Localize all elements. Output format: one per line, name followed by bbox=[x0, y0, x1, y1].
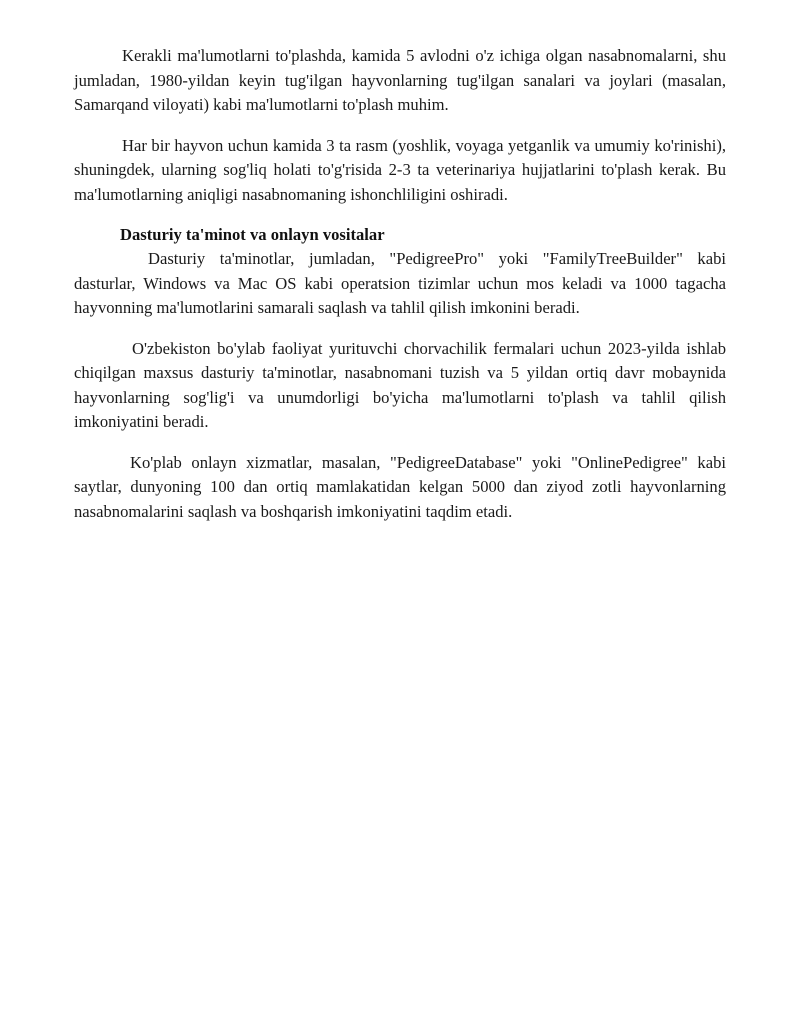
paragraph-online-services: Ko'plab onlayn xizmatlar, masalan, "PedigreeDatabase" yoki "OnlinePedigree" kabi saytlar, dunyoning 100 dan ortiq mamlakatidan kelgan 5000 dan ziyod zotli hayvonlarning nasabnomalarini saqlash va boshqarish imkoniyatini taqdim etadi. bbox=[74, 452, 726, 521]
section-heading-software: Dasturiy ta'minot va onlayn vositalar bbox=[120, 225, 385, 244]
paragraph-data-collection: Kerakli ma'lumotlarni to'plashda, kamida 5 avlodni o'z ichiga olgan nasabnomalarni, shu jumladan, 1980-yildan keyin tug'ilgan hayvonlarning tug'ilgan sanalari va joylari (masalan, Samarqand viloyati) kabi ma'lumotlarni to'plash muhim. bbox=[74, 46, 726, 114]
paragraph-uzbekistan-software: O'zbekiston bo'ylab faoliyat yurituvchi chorvachilik fermalari uchun 2023-yilda ishlab chiqilgan maxsus dasturiy ta'minotlar, nasabnomani tuzish va 5 yildan ortiq davr mobaynida hayvonlarning sog'lig'i va unumdorligi bo'yicha ma'lumotlarni to'plash va tahlil qilish imkoniyatini beradi. bbox=[74, 338, 726, 431]
paragraph-software-programs: Dasturiy ta'minotlar, jumladan, "PedigreePro" yoki "FamilyTreeBuilder" kabi dasturlar, Windows va Mac OS kabi operatsion tizimlar uchun mos keladi va 1000 tagacha hayvonning ma'lumotlarini samarali saqlash va tahlil qilish imkonini beradi. bbox=[74, 249, 726, 317]
document-body bbox=[74, 44, 726, 540]
paragraph-photos-and-records: Har bir hayvon uchun kamida 3 ta rasm (yoshlik, voyaga yetganlik va umumiy ko'rinishi), shuningdek, ularning sog'liq holati to'g'risida 2-3 ta veterinariya hujjatlarini to'plash kerak. Bu ma'lumotlarning aniqligi nasabnomaning ishonchliligini oshiradi. bbox=[74, 135, 726, 204]
